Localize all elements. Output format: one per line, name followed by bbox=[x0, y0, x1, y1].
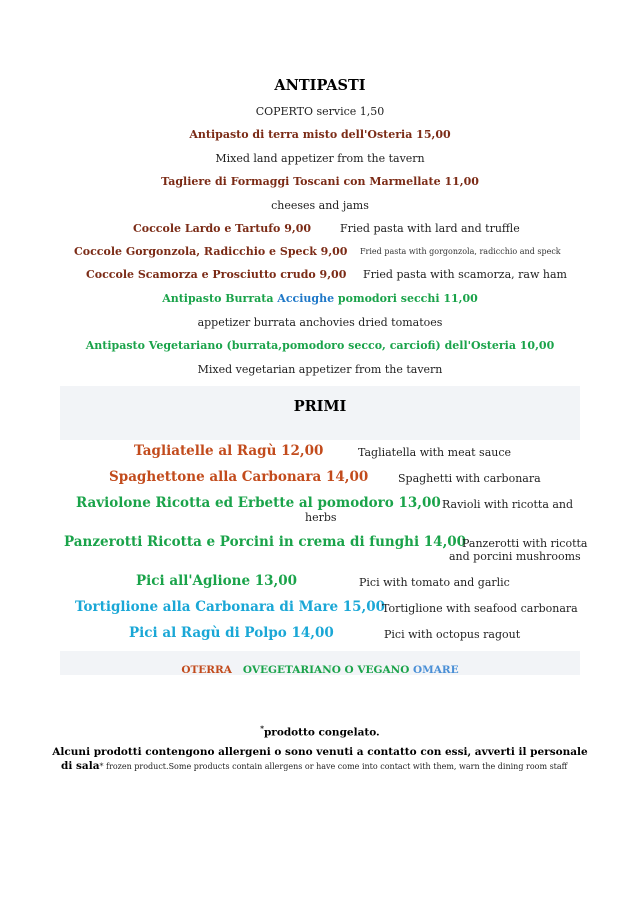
burrata-part2: Acciughe bbox=[277, 292, 335, 305]
vegetariano-en: Mixed vegetarian appetizer from the tavern bbox=[197, 363, 443, 376]
antipasto-terra-it: Antipasto di terra misto dell'Osteria 15,00 bbox=[189, 128, 451, 141]
primi-pici-polpo-en: Pici with octopus ragout bbox=[384, 628, 521, 641]
allergeni-english: * frozen product.Some products contain allergens or have come into contact with them, warn the dining room staff bbox=[99, 762, 568, 771]
primi-tagliatelle-it: Tagliatelle al Ragù 12,00 bbox=[134, 443, 324, 459]
burrata-it bbox=[0, 292, 640, 305]
primi-tortiglione-it: Tortiglione alla Carbonara di Mare 15,00 bbox=[75, 599, 386, 615]
congelato-note bbox=[0, 724, 640, 739]
primi-raviolone-en2: herbs bbox=[305, 511, 337, 524]
allergeni-line2 bbox=[61, 759, 567, 772]
allergeni-line1: Alcuni prodotti contengono allergeni o sono venuti a contatto con essi, avverti il personale bbox=[52, 746, 588, 758]
primi-raviolone-en: Ravioli with ricotta and bbox=[442, 498, 574, 511]
star-mark: * bbox=[260, 724, 264, 733]
tagliere-en: cheeses and jams bbox=[271, 199, 369, 212]
primi-pici-aglione-it: Pici all'Aglione 13,00 bbox=[136, 573, 298, 589]
primi-panzerotti-en2: and porcini mushrooms bbox=[449, 550, 581, 563]
allergeni-di-sala: di sala bbox=[61, 760, 100, 772]
coccole-scamorza-it: Coccole Scamorza e Prosciutto crudo 9,00 bbox=[86, 268, 347, 281]
coccole-gorgonzola-it: Coccole Gorgonzola, Radicchio e Speck 9,00 bbox=[74, 245, 348, 258]
coperto-text: COPERTO service 1,50 bbox=[255, 105, 385, 118]
primi-panzerotti-en: Panzerotti with ricotta bbox=[462, 537, 588, 550]
primi-raviolone-it: Raviolone Ricotta ed Erbette al pomodoro 13,00 bbox=[76, 495, 441, 511]
primi-tagliatelle-en: Tagliatella with meat sauce bbox=[358, 446, 512, 459]
legend-mare: OMARE bbox=[413, 664, 459, 676]
legend bbox=[0, 664, 640, 676]
vegetariano-it: Antipasto Vegetariano (burrata,pomodoro secco, carciofi) dell'Osteria 10,00 bbox=[85, 339, 555, 352]
legend-terra: OTERRA bbox=[181, 664, 232, 676]
antipasti-title: ANTIPASTI bbox=[274, 77, 366, 94]
coccole-lardo-en: Fried pasta with lard and truffle bbox=[340, 222, 520, 235]
burrata-part3: pomodori secchi 11,00 bbox=[334, 292, 478, 305]
primi-pici-aglione-en: Pici with tomato and garlic bbox=[359, 576, 510, 589]
burrata-en: appetizer burrata anchovies dried tomatoes bbox=[197, 316, 443, 329]
burrata-part1: Antipasto Burrata bbox=[162, 292, 278, 305]
congelato-text: prodotto congelato. bbox=[263, 726, 380, 739]
primi-spaghettone-it: Spaghettone alla Carbonara 14,00 bbox=[109, 469, 369, 485]
primi-title: PRIMI bbox=[293, 398, 347, 415]
legend-vegetariano: OVEGETARIANO O VEGANO bbox=[242, 664, 410, 676]
primi-tortiglione-en: Tortiglione with seafood carbonara bbox=[382, 602, 578, 615]
coccole-lardo-it: Coccole Lardo e Tartufo 9,00 bbox=[133, 222, 311, 235]
antipasto-terra-en: Mixed land appetizer from the tavern bbox=[215, 152, 425, 165]
primi-panzerotti-it: Panzerotti Ricotta e Porcini in crema di funghi 14,00 bbox=[64, 534, 467, 550]
tagliere-it: Tagliere di Formaggi Toscani con Marmellate 11,00 bbox=[161, 175, 479, 188]
coccole-gorgonzola-en: Fried pasta with gorgonzola, radicchio and speck bbox=[360, 247, 561, 256]
primi-pici-polpo-it: Pici al Ragù di Polpo 14,00 bbox=[129, 625, 334, 641]
coccole-scamorza-en: Fried pasta with scamorza, raw ham bbox=[363, 268, 567, 281]
primi-spaghettone-en: Spaghetti with carbonara bbox=[398, 472, 541, 485]
